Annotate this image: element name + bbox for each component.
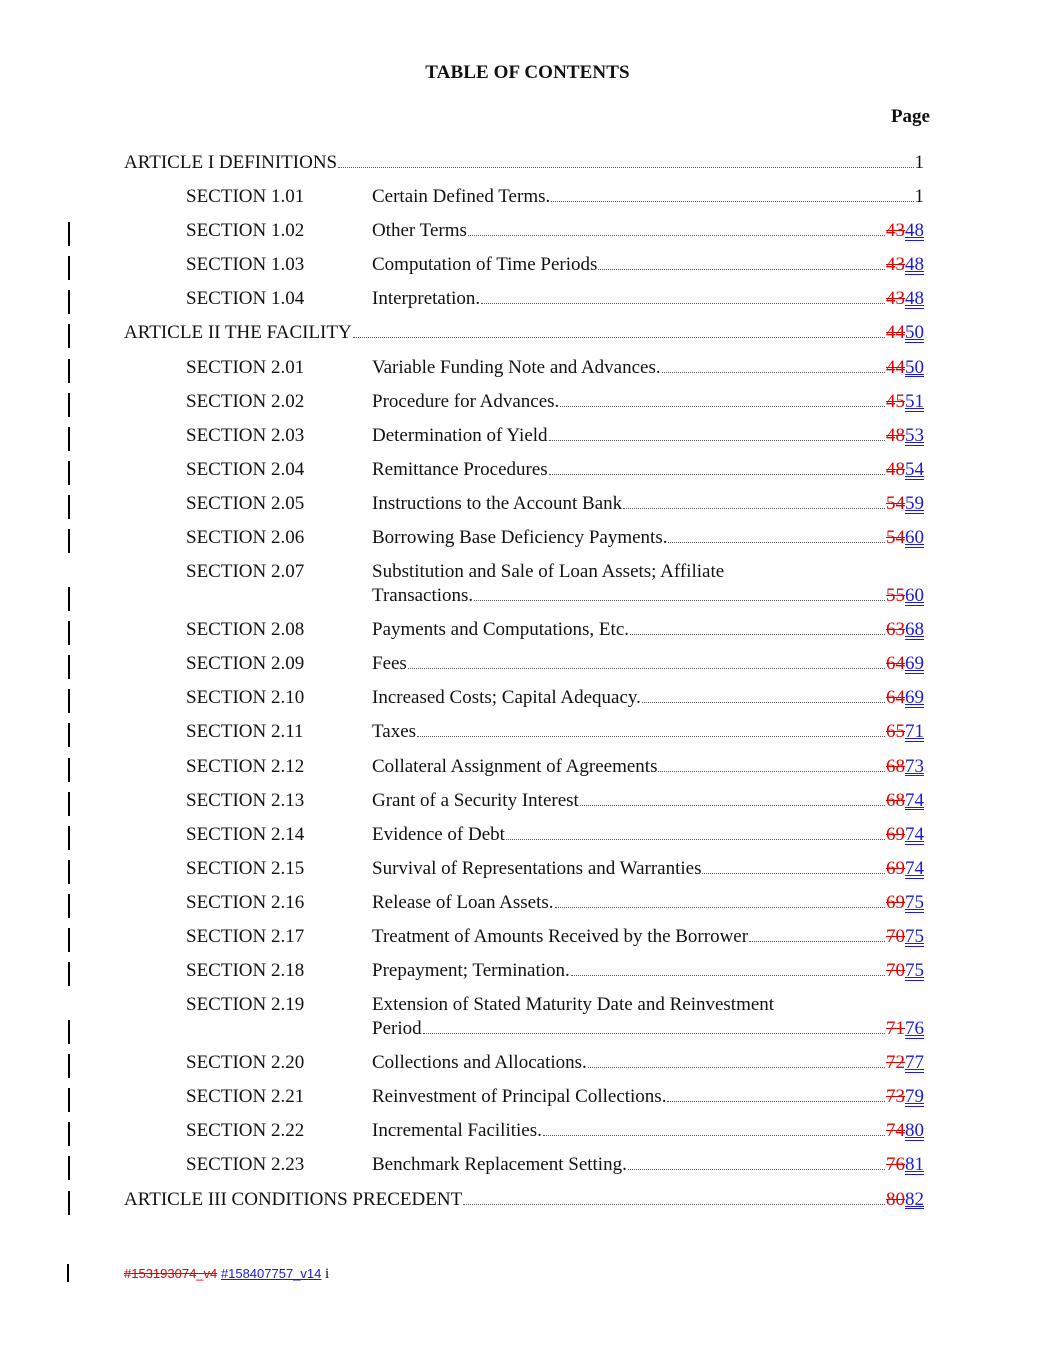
- dot-leader: [588, 1066, 885, 1068]
- section-number: SECTION 2.07: [186, 561, 305, 583]
- section-number: SECTION 2.01: [186, 356, 305, 378]
- section-number: SECTION 2.12: [186, 755, 305, 777]
- deleted-page-number: 73: [886, 1086, 905, 1108]
- inserted-page-number[interactable]: 75: [905, 925, 924, 947]
- inserted-page-number[interactable]: 79: [905, 1086, 924, 1108]
- section-number: SECTION 2.23: [186, 1154, 305, 1176]
- section-number: SECTION 2.14: [186, 823, 305, 845]
- deleted-page-number: 54: [886, 527, 905, 549]
- toc-section-entry[interactable]: [124, 990, 924, 1048]
- deleted-page-number: 45: [886, 390, 905, 412]
- section-number: SECTION 1.01: [186, 186, 305, 208]
- section-number: SECTION 2.15: [186, 857, 305, 879]
- footer: [124, 1266, 329, 1283]
- deleted-page-number: 70: [886, 960, 905, 982]
- section-title: Substitution and Sale of Loan Assets; Affiliate: [372, 561, 725, 583]
- inserted-page-number[interactable]: 80: [905, 1120, 924, 1142]
- deleted-page-number: 70: [886, 925, 905, 947]
- page-number: 1: [914, 186, 924, 208]
- deleted-page-number: 48: [886, 458, 905, 480]
- dot-leader: [506, 838, 885, 840]
- toc-section-entry[interactable]: [124, 557, 924, 615]
- deleted-page-number: 72: [886, 1052, 905, 1074]
- dot-leader: [543, 1134, 885, 1136]
- toc-section-entry[interactable]: [124, 683, 924, 717]
- change-bar: [68, 758, 70, 782]
- dot-leader: [668, 541, 885, 543]
- inserted-page-number[interactable]: 81: [905, 1154, 924, 1176]
- toc-section-entry[interactable]: [124, 284, 924, 318]
- change-bar: [68, 1156, 70, 1180]
- section-title: Survival of Representations and Warranties: [372, 857, 702, 879]
- section-title: Increased Costs; Capital Adequacy.: [372, 687, 641, 709]
- deleted-page-number: 64: [886, 653, 905, 675]
- change-bar: [68, 1020, 70, 1044]
- section-number: SECTION 2.16: [186, 891, 305, 913]
- toc-section-entry[interactable]: [124, 752, 924, 786]
- deleted-page-number: 69: [886, 891, 905, 913]
- dot-leader: [667, 1100, 885, 1102]
- change-bar: [68, 461, 70, 485]
- change-bar: [68, 393, 70, 417]
- inserted-page-number[interactable]: 76: [905, 1018, 924, 1040]
- dot-leader: [338, 166, 913, 168]
- inserted-page-number[interactable]: 74: [905, 857, 924, 879]
- section-title: Collections and Allocations.: [372, 1052, 587, 1074]
- toc-article-entry[interactable]: [124, 318, 924, 352]
- dot-leader: [658, 770, 885, 772]
- inserted-page-number[interactable]: 75: [905, 891, 924, 913]
- section-title: Reinvestment of Principal Collections.: [372, 1086, 667, 1108]
- new-document-id[interactable]: #158407757_v14: [220, 1266, 322, 1281]
- dot-leader: [481, 302, 885, 304]
- inserted-page-number[interactable]: 54: [905, 458, 924, 480]
- dot-leader: [702, 872, 885, 874]
- section-title: Taxes: [372, 721, 417, 743]
- dot-leader: [642, 701, 885, 703]
- deleted-page-number: 68: [886, 755, 905, 777]
- toc-section-entry[interactable]: [124, 387, 924, 421]
- change-bar: [68, 427, 70, 451]
- inserted-page-number[interactable]: 60: [905, 585, 924, 607]
- section-title: Variable Funding Note and Advances.: [372, 356, 661, 378]
- section-number: SECTION 2.11: [186, 721, 304, 743]
- inserted-page-number[interactable]: 74: [905, 789, 924, 811]
- article-title: ARTICLE III CONDITIONS PRECEDENT: [124, 1188, 463, 1210]
- toc-section-entry[interactable]: [124, 956, 924, 990]
- deleted-page-number: 43: [886, 288, 905, 310]
- inserted-page-number[interactable]: 73: [905, 755, 924, 777]
- deleted-page-number: 43: [886, 254, 905, 276]
- article-title: ARTICLE II THE FACILITY: [124, 322, 352, 344]
- deleted-page-number: 54: [886, 492, 905, 514]
- section-title: Other Terms: [372, 220, 467, 242]
- inserted-page-number[interactable]: 74: [905, 823, 924, 845]
- toc-section-entry[interactable]: [124, 786, 924, 820]
- dot-leader: [463, 1203, 885, 1205]
- old-document-id: #153193074_v4: [124, 1266, 218, 1281]
- change-bar: [68, 860, 70, 884]
- toc-section-entry[interactable]: [124, 1048, 924, 1082]
- page-number: i: [325, 1266, 330, 1282]
- inserted-page-number[interactable]: 82: [905, 1188, 924, 1210]
- inserted-page-number[interactable]: 60: [905, 527, 924, 549]
- section-number: SECTION 1.02: [186, 220, 305, 242]
- change-bar: [68, 689, 70, 713]
- toc-section-entry[interactable]: [124, 523, 924, 557]
- toc-section-entry[interactable]: [124, 250, 924, 284]
- inserted-page-number[interactable]: 53: [905, 424, 924, 446]
- section-number: SECTION 2.21: [186, 1086, 305, 1108]
- section-title: Extension of Stated Maturity Date and Reinvestment: [372, 994, 775, 1016]
- section-number: SECTION 2.06: [186, 527, 305, 549]
- inserted-page-number[interactable]: 77: [905, 1052, 924, 1074]
- toc-section-entry[interactable]: [124, 649, 924, 683]
- toc-section-entry[interactable]: [124, 353, 924, 387]
- change-bar: [67, 1264, 69, 1282]
- section-number: SECTION 2.20: [186, 1052, 305, 1074]
- toc-section-entry[interactable]: [124, 489, 924, 523]
- change-bar: [68, 1122, 70, 1146]
- toc-article-entry[interactable]: [124, 148, 924, 182]
- section-title: Collateral Assignment of Agreements: [372, 755, 658, 777]
- section-number: SECTION 1.03: [186, 254, 305, 276]
- change-bar: [68, 1191, 70, 1215]
- section-title-continued: Transactions.: [372, 585, 474, 607]
- inserted-page-number[interactable]: 59: [905, 492, 924, 514]
- section-number: SECTION 2.04: [186, 458, 305, 480]
- dot-leader: [555, 906, 885, 908]
- dot-leader: [560, 405, 885, 407]
- section-number: SECTION 1.04: [186, 288, 305, 310]
- inserted-page-number[interactable]: 75: [905, 960, 924, 982]
- inserted-page-number[interactable]: 71: [905, 721, 924, 743]
- section-number: SECTION 2.03: [186, 424, 305, 446]
- section-number: SECTION 2.05: [186, 492, 305, 514]
- toc-section-entry[interactable]: [124, 717, 924, 751]
- deleted-page-number: 68: [886, 789, 905, 811]
- toc-section-entry[interactable]: [124, 216, 924, 250]
- deleted-page-number: 65: [886, 721, 905, 743]
- change-bar: [68, 495, 70, 519]
- change-bar: [68, 1054, 70, 1078]
- deleted-page-number: 76: [886, 1154, 905, 1176]
- section-title: Interpretation.: [372, 288, 481, 310]
- dot-leader: [571, 974, 885, 976]
- deleted-page-number: 74: [886, 1120, 905, 1142]
- section-title: Borrowing Base Deficiency Payments.: [372, 527, 668, 549]
- dot-leader: [749, 940, 885, 942]
- dot-leader: [423, 1032, 885, 1034]
- deleted-page-number: 63: [886, 619, 905, 641]
- toc-section-entry[interactable]: [124, 455, 924, 489]
- change-bar: [68, 621, 70, 645]
- dot-leader: [598, 268, 885, 270]
- section-title-continued: Period: [372, 1018, 422, 1040]
- section-number: SECTION 2.10: [186, 687, 305, 709]
- dot-leader: [662, 371, 885, 373]
- change-bar: [68, 894, 70, 918]
- inserted-page-number[interactable]: 48: [905, 288, 924, 310]
- inserted-page-number[interactable]: 69: [905, 653, 924, 675]
- section-title: Benchmark Replacement Setting.: [372, 1154, 627, 1176]
- dot-leader: [474, 599, 885, 601]
- toc-article-entry[interactable]: [124, 1185, 924, 1219]
- deleted-page-number: 55: [886, 585, 905, 607]
- dot-leader: [630, 633, 885, 635]
- change-bar: [68, 826, 70, 850]
- section-title: Remittance Procedures: [372, 458, 548, 480]
- dot-leader: [628, 1168, 885, 1170]
- section-title: Computation of Time Periods: [372, 254, 598, 276]
- article-title: ARTICLE I DEFINITIONS: [124, 152, 338, 173]
- dot-leader: [549, 439, 885, 441]
- dot-leader: [353, 336, 885, 338]
- inserted-page-number[interactable]: 51: [905, 390, 924, 412]
- change-bar: [68, 359, 70, 383]
- toc-section-entry[interactable]: [124, 888, 924, 922]
- section-title: Prepayment; Termination.: [372, 960, 570, 982]
- page-column-header: Page: [890, 106, 930, 127]
- section-number: SECTION 2.18: [186, 960, 305, 982]
- toc-title: TABLE OF CONTENTS: [425, 62, 630, 83]
- change-bar: [68, 529, 70, 553]
- change-bar: [68, 792, 70, 816]
- inserted-page-number[interactable]: 50: [905, 322, 924, 344]
- toc-section-entry[interactable]: [124, 615, 924, 649]
- toc-section-entry[interactable]: [124, 1150, 924, 1184]
- inserted-page-number[interactable]: 68: [905, 619, 924, 641]
- deleted-page-number: 69: [886, 823, 905, 845]
- toc-section-entry[interactable]: [124, 1082, 924, 1116]
- section-number: SECTION 2.02: [186, 390, 305, 412]
- dot-leader: [417, 735, 885, 737]
- change-bar: [68, 962, 70, 986]
- deleted-page-number: 69: [886, 857, 905, 879]
- table-of-contents: [124, 148, 924, 1219]
- inserted-page-number[interactable]: 50: [905, 356, 924, 378]
- change-bar: [68, 290, 70, 314]
- dot-leader: [468, 234, 885, 236]
- section-number: SECTION 2.08: [186, 619, 305, 641]
- dot-leader: [623, 507, 885, 509]
- section-title: Certain Defined Terms.: [372, 186, 551, 208]
- toc-section-entry[interactable]: [124, 182, 924, 216]
- section-number: SECTION 2.09: [186, 653, 305, 675]
- change-bar: [68, 723, 70, 747]
- dot-leader: [408, 667, 885, 669]
- section-title: Evidence of Debt: [372, 823, 505, 845]
- toc-section-entry[interactable]: [124, 854, 924, 888]
- change-bar: [68, 928, 70, 952]
- section-number: SECTION 2.17: [186, 925, 305, 947]
- change-bar: [68, 324, 70, 348]
- section-number: SECTION 2.22: [186, 1120, 305, 1142]
- section-title: Treatment of Amounts Received by the Borrower: [372, 925, 749, 947]
- change-bar: [68, 222, 70, 246]
- inserted-page-number[interactable]: 48: [905, 254, 924, 276]
- deleted-page-number: 44: [886, 322, 905, 344]
- section-number: SECTION 2.19: [186, 994, 305, 1016]
- section-title: Incremental Facilities.: [372, 1120, 542, 1142]
- change-bar: [68, 1088, 70, 1112]
- change-bar: [68, 256, 70, 280]
- toc-section-entry[interactable]: [124, 820, 924, 854]
- section-title: Release of Loan Assets.: [372, 891, 554, 913]
- page-number: 1: [914, 152, 924, 173]
- inserted-page-number[interactable]: 48: [905, 220, 924, 242]
- deleted-page-number: 71: [886, 1018, 905, 1040]
- toc-section-entry[interactable]: [124, 421, 924, 455]
- deleted-page-number: 48: [886, 424, 905, 446]
- deleted-page-number: 44: [886, 356, 905, 378]
- deleted-page-number: 43: [886, 220, 905, 242]
- section-title: Payments and Computations, Etc.: [372, 619, 630, 641]
- section-title: Procedure for Advances.: [372, 390, 560, 412]
- dot-leader: [580, 804, 885, 806]
- section-title: Determination of Yield: [372, 424, 548, 446]
- inserted-page-number[interactable]: 69: [905, 687, 924, 709]
- section-title: Grant of a Security Interest: [372, 789, 579, 811]
- change-bar: [68, 655, 70, 679]
- dot-leader: [549, 473, 885, 475]
- dot-leader: [551, 200, 913, 202]
- deleted-page-number: 80: [886, 1188, 905, 1210]
- deleted-page-number: 64: [886, 687, 905, 709]
- toc-section-entry[interactable]: [124, 1116, 924, 1150]
- change-bar: [68, 587, 70, 611]
- section-number: SECTION 2.13: [186, 789, 305, 811]
- section-title: Fees: [372, 653, 407, 675]
- toc-section-entry[interactable]: [124, 922, 924, 956]
- section-title: Instructions to the Account Bank: [372, 492, 623, 514]
